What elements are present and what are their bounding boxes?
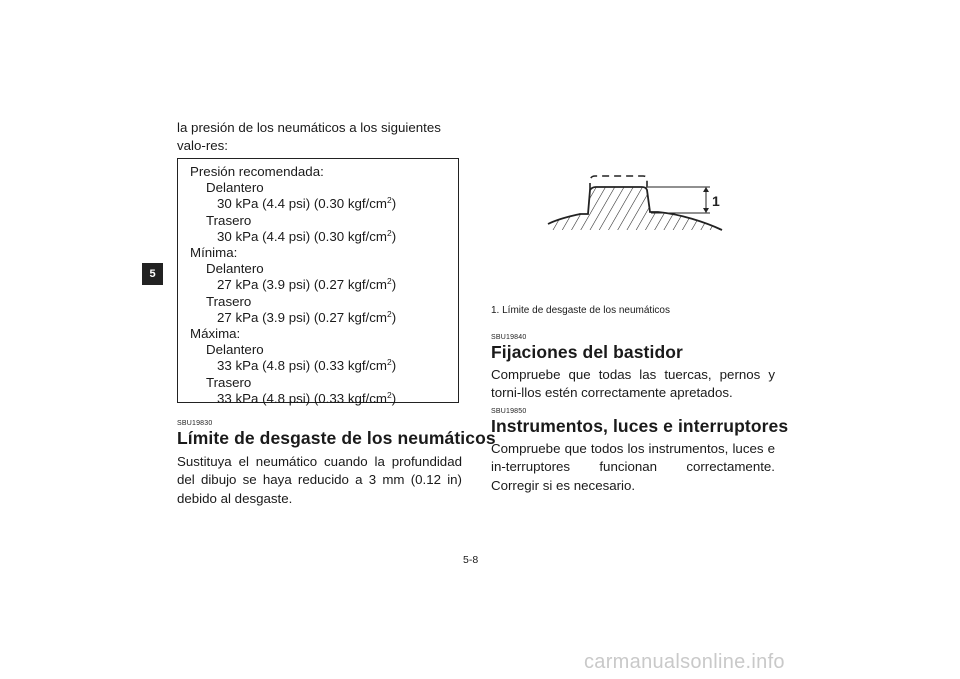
figure-callout-number: 1 [712, 193, 720, 209]
maximum-rear-label: Trasero [206, 374, 252, 390]
spec-title: Presión recomendada: [190, 164, 324, 179]
minimum-front-label: Delantero [206, 261, 264, 277]
tire-pressure-spec-box [177, 158, 459, 406]
frame-section-title: Fijaciones del bastidor [491, 342, 683, 362]
intro-paragraph: la presión de los neumáticos a los siguientes valo-res: [177, 120, 441, 153]
recommended-front-label: Delantero [206, 180, 264, 196]
page-number: 5-8 [463, 554, 479, 566]
maximum-front-value: 33 kPa (4.8 psi) (0.33 kgf/$cm^2$) [217, 357, 397, 374]
maximum-label: Máxima: [190, 326, 241, 342]
instruments-section-body: Compruebe que todos los instrumentos, luces e in-terruptores funcionan correctamente. Corregir si es necesario. [491, 441, 775, 493]
recommended-front-value: 30 kPa (4.4 psi) (0.30 kgf/$cm^2$) [217, 195, 397, 212]
minimum-front-value: 27 kPa (3.9 psi) (0.27 kgf/$cm^2$) [217, 276, 397, 293]
frame-section-body: Compruebe que todas las tuercas, pernos y torni-llos estén correctamente apretados. [491, 367, 775, 401]
wear-section-title: Límite de desgaste de los neumáticos [177, 428, 496, 448]
watermark-text: carmanualsonline.info [584, 651, 785, 673]
figure-caption: 1. Límite de desgaste de los neumáticos [491, 305, 670, 316]
wear-section-body: Sustituya el neumático cuando la profundidad del dibujo se haya reducido a 3 mm (0.12 in) debido al desgaste. [177, 454, 462, 506]
wear-section-code: SBU19830 [177, 420, 213, 427]
minimum-rear-label: Trasero [206, 293, 252, 309]
instruments-section-title: Instrumentos, luces e interruptores [491, 416, 789, 436]
chapter-tab: 5 [142, 263, 163, 285]
maximum-rear-value: 33 kPa (4.8 psi) (0.33 kgf/$cm^2$) [217, 389, 397, 406]
minimum-rear-value: 27 kPa (3.9 psi) (0.27 kgf/$cm^2$) [217, 308, 397, 325]
minimum-label: Mínima: [190, 245, 238, 261]
maximum-front-label: Delantero [206, 342, 264, 358]
tire-wear-diagram [540, 172, 730, 244]
recommended-rear-value: 30 kPa (4.4 psi) (0.30 kgf/$cm^2$) [217, 227, 397, 244]
recommended-rear-label: Trasero [206, 212, 252, 228]
frame-section-code: SBU19840 [491, 334, 527, 341]
instruments-section-code: SBU19850 [491, 408, 527, 415]
